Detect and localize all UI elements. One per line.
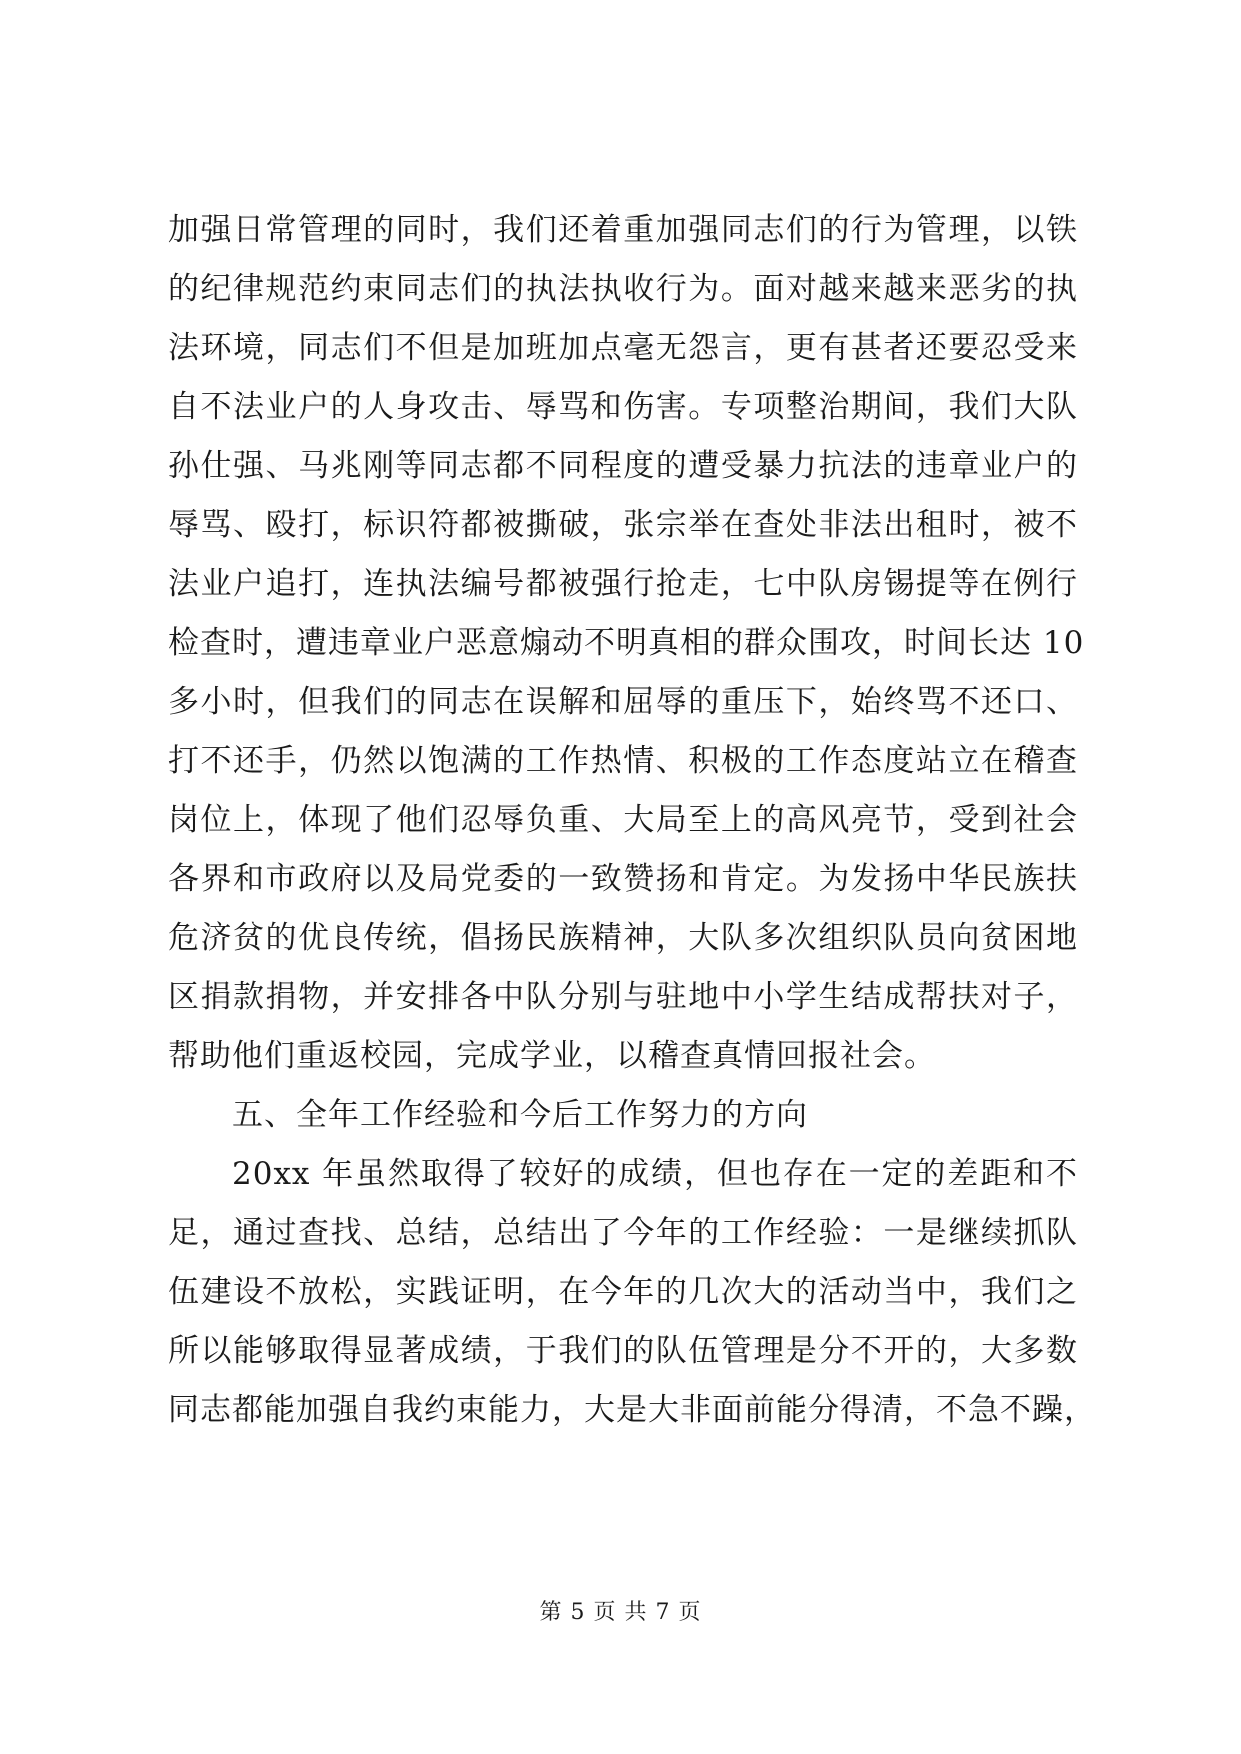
- body-line: 自不法业户的人身攻击、辱骂和伤害。专项整治期间，我们大队: [168, 389, 1078, 425]
- body-line: 伍建设不放松，实践证明，在今年的几次大的活动当中，我们之: [168, 1274, 1078, 1310]
- body-line: 辱骂、殴打，标识符都被撕破，张宗举在查处非法出租时，被不: [168, 507, 1078, 543]
- body-line: 帮助他们重返校园，完成学业，以稽查真情回报社会。: [168, 1038, 936, 1074]
- section-heading: 五、全年工作经验和今后工作努力的方向: [232, 1097, 808, 1133]
- body-line: 同志都能加强自我约束能力，大是大非面前能分得清，不急不躁，: [168, 1392, 1096, 1428]
- body-line: 加强日常管理的同时，我们还着重加强同志们的行为管理，以铁: [168, 212, 1078, 248]
- body-line: 检查时，遭违章业户恶意煽动不明真相的群众围攻，时间长达 10: [168, 625, 1085, 661]
- body-line: 法业户追打，连执法编号都被强行抢走，七中队房锡提等在例行: [168, 566, 1078, 602]
- body-line: 多小时，但我们的同志在误解和屈辱的重压下，始终骂不还口、: [168, 684, 1078, 720]
- body-line: 危济贫的优良传统，倡扬民族精神，大队多次组织队员向贫困地: [168, 920, 1078, 956]
- body-line: 各界和市政府以及局党委的一致赞扬和肯定。为发扬中华民族扶: [168, 861, 1078, 897]
- body-line: 区捐款捐物，并安排各中队分别与驻地中小学生结成帮扶对子，: [168, 979, 1078, 1015]
- body-line: 20xx 年虽然取得了较好的成绩，但也存在一定的差距和不: [232, 1156, 1078, 1192]
- body-line: 所以能够取得显著成绩，于我们的队伍管理是分不开的，大多数: [168, 1333, 1078, 1369]
- page-number-footer: 第 5 页 共 7 页: [539, 1600, 702, 1625]
- body-line: 打不还手，仍然以饱满的工作热情、积极的工作态度站立在稽查: [168, 743, 1078, 779]
- body-line: 岗位上，体现了他们忍辱负重、大局至上的高风亮节，受到社会: [168, 802, 1078, 838]
- body-line: 的纪律规范约束同志们的执法执收行为。面对越来越来恶劣的执: [168, 271, 1078, 307]
- body-line: 孙仕强、马兆刚等同志都不同程度的遭受暴力抗法的违章业户的: [168, 448, 1078, 484]
- body-line: 法环境，同志们不但是加班加点毫无怨言，更有甚者还要忍受来: [168, 330, 1078, 366]
- body-line: 足，通过查找、总结，总结出了今年的工作经验：一是继续抓队: [168, 1215, 1078, 1251]
